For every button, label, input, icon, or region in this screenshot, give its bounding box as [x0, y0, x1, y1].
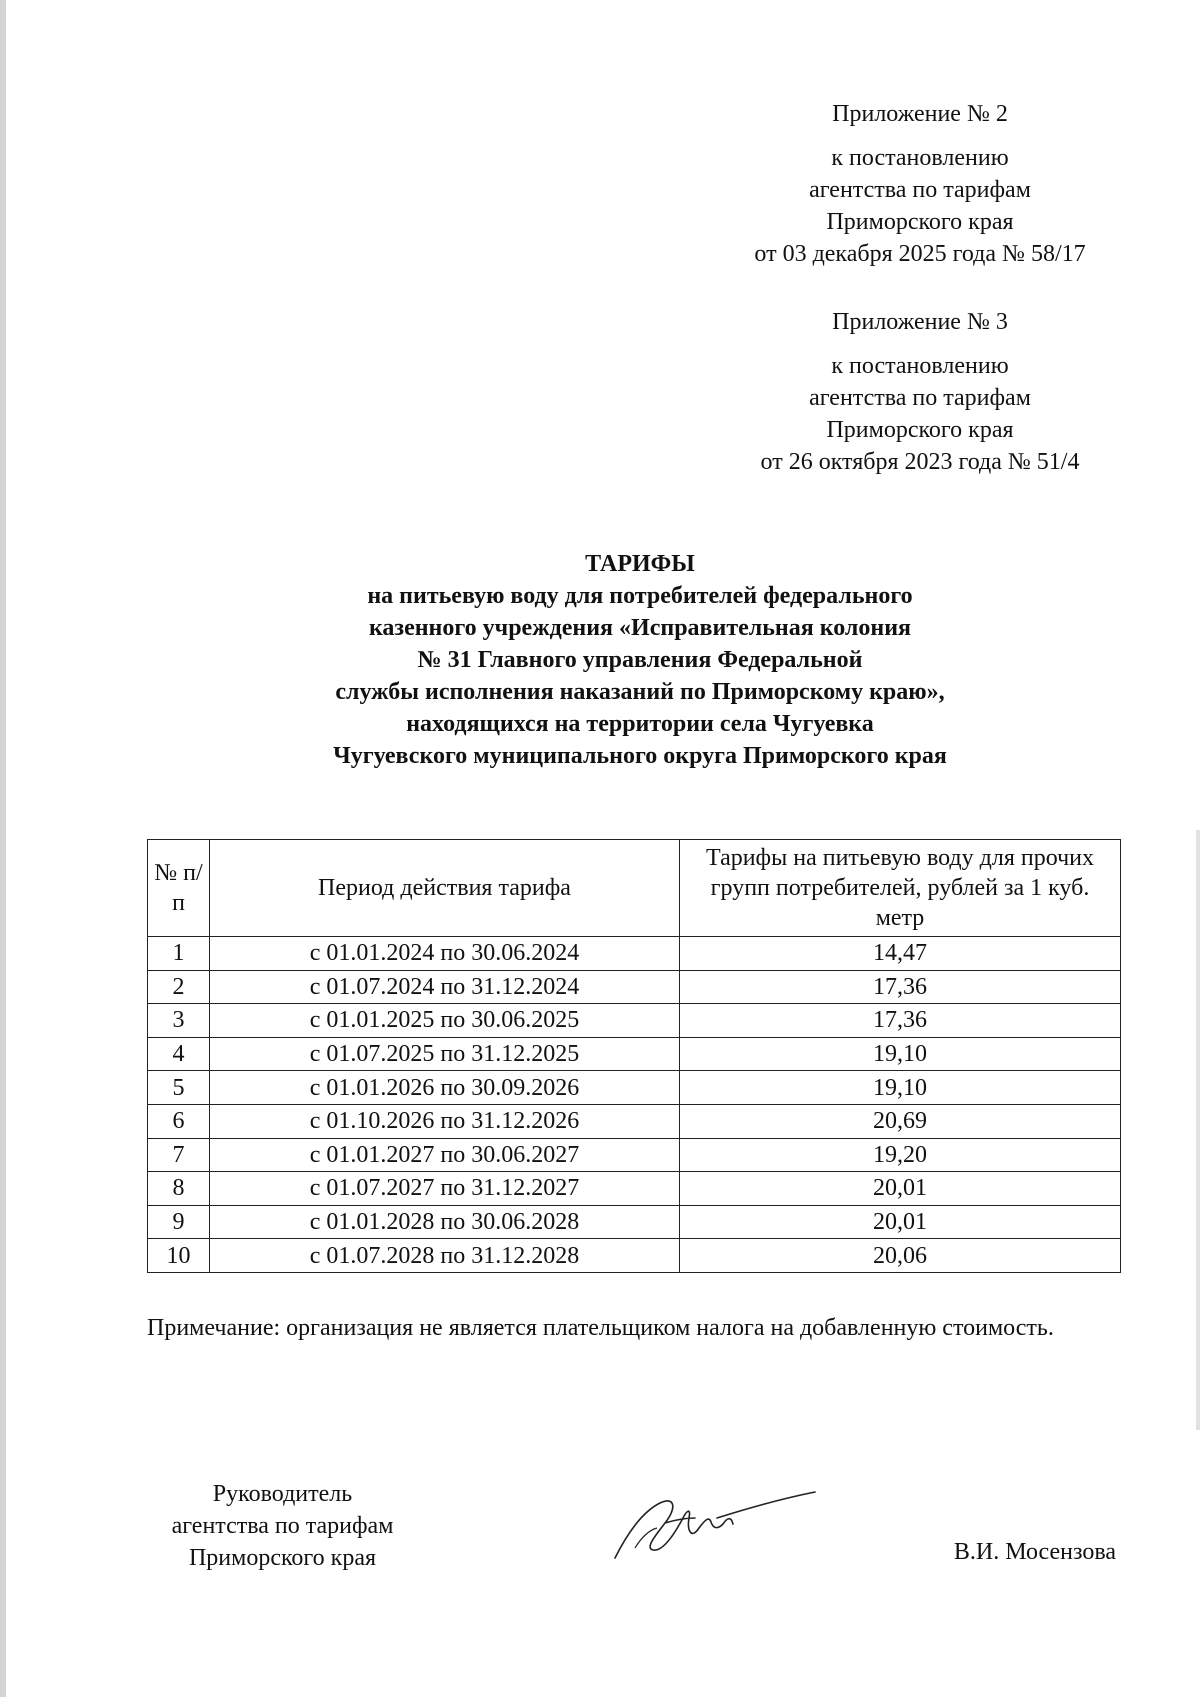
appendix-2-header: [720, 98, 1120, 270]
signer-title-line: Приморского края: [188, 1545, 377, 1571]
cell-tariff: 20,01: [680, 1172, 1121, 1206]
appendix-2-title: Приложение № 2: [832, 101, 1008, 127]
cell-period: с 01.07.2027 по 31.12.2027: [210, 1172, 680, 1206]
table-row: [148, 1104, 1121, 1138]
cell-number: 8: [148, 1172, 210, 1206]
signer-name: В.И. Мосензова: [953, 1539, 1116, 1565]
cell-tariff: 17,36: [680, 1004, 1121, 1038]
title-line: службы исполнения наказаний по Приморскому краю»,: [335, 679, 945, 705]
cell-tariff: 20,69: [680, 1104, 1121, 1138]
table-row: [148, 1205, 1121, 1239]
signer-title-line: агентства по тарифам: [171, 1513, 394, 1539]
appendix-3-line: агентства по тарифам: [809, 385, 1031, 411]
cell-period: с 01.01.2027 по 30.06.2027: [210, 1138, 680, 1172]
appendix-2-line: агентства по тарифам: [809, 177, 1031, 203]
table-header-row: [148, 840, 1121, 937]
scan-left-edge: [0, 0, 6, 1697]
cell-period: с 01.10.2026 по 31.12.2026: [210, 1104, 680, 1138]
note-text: Примечание: организация не является плательщиком налога на добавленную стоимость.: [147, 1315, 1054, 1341]
cell-tariff: 14,47: [680, 937, 1121, 971]
appendix-3-header: [720, 306, 1120, 478]
cell-tariff: 19,10: [680, 1037, 1121, 1071]
appendix-2-line: от 03 декабря 2025 года № 58/17: [754, 241, 1086, 267]
title-line: № 31 Главного управления Федеральной: [417, 647, 863, 673]
cell-number: 1: [148, 937, 210, 971]
appendix-3-title: Приложение № 3: [832, 309, 1008, 335]
title-line: находящихся на территории села Чугуевка: [406, 711, 874, 737]
cell-period: с 01.01.2028 по 30.06.2028: [210, 1205, 680, 1239]
header-number: № п/п: [148, 840, 210, 937]
table-row: [148, 1004, 1121, 1038]
title-line: на питьевую воду для потребителей федерального: [367, 583, 913, 609]
cell-period: с 01.07.2025 по 31.12.2025: [210, 1037, 680, 1071]
scan-right-edge: [1196, 830, 1200, 1430]
table-row: [148, 1239, 1121, 1273]
cell-tariff: 20,06: [680, 1239, 1121, 1273]
cell-number: 10: [148, 1239, 210, 1273]
cell-tariff: 20,01: [680, 1205, 1121, 1239]
appendix-2-line: к постановлению: [831, 145, 1009, 171]
table-row: [148, 1071, 1121, 1105]
table-row: [148, 970, 1121, 1004]
cell-number: 7: [148, 1138, 210, 1172]
cell-tariff: 17,36: [680, 970, 1121, 1004]
table-row: [148, 1172, 1121, 1206]
table-row: [148, 937, 1121, 971]
title-main: ТАРИФЫ: [585, 551, 695, 577]
signature-icon: [605, 1478, 825, 1568]
cell-tariff: 19,10: [680, 1071, 1121, 1105]
cell-period: с 01.07.2028 по 31.12.2028: [210, 1239, 680, 1273]
appendix-3-line: от 26 октября 2023 года № 51/4: [760, 449, 1080, 475]
appendix-2-line: Приморского края: [826, 209, 1014, 235]
signer-title-line: Руководитель: [212, 1481, 353, 1507]
cell-number: 5: [148, 1071, 210, 1105]
cell-number: 9: [148, 1205, 210, 1239]
header-period: Период действия тарифа: [210, 840, 680, 937]
cell-period: с 01.01.2026 по 30.09.2026: [210, 1071, 680, 1105]
tariffs-table: [147, 839, 1121, 1273]
cell-number: 2: [148, 970, 210, 1004]
cell-number: 4: [148, 1037, 210, 1071]
appendix-3-line: Приморского края: [826, 417, 1014, 443]
signer-title: [140, 1478, 425, 1574]
cell-number: 3: [148, 1004, 210, 1038]
cell-period: с 01.01.2024 по 30.06.2024: [210, 937, 680, 971]
table-row: [148, 1138, 1121, 1172]
appendix-3-line: к постановлению: [831, 353, 1009, 379]
cell-period: с 01.01.2025 по 30.06.2025: [210, 1004, 680, 1038]
document-title: [140, 548, 1140, 772]
cell-number: 6: [148, 1104, 210, 1138]
table-row: [148, 1037, 1121, 1071]
cell-period: с 01.07.2024 по 31.12.2024: [210, 970, 680, 1004]
title-line: казенного учреждения «Исправительная колония: [368, 615, 912, 641]
header-tariff: Тарифы на питьевую воду для прочих групп потребителей, рублей за 1 куб. метр: [680, 840, 1121, 937]
cell-tariff: 19,20: [680, 1138, 1121, 1172]
title-line: Чугуевского муниципального округа Приморского края: [333, 743, 947, 769]
